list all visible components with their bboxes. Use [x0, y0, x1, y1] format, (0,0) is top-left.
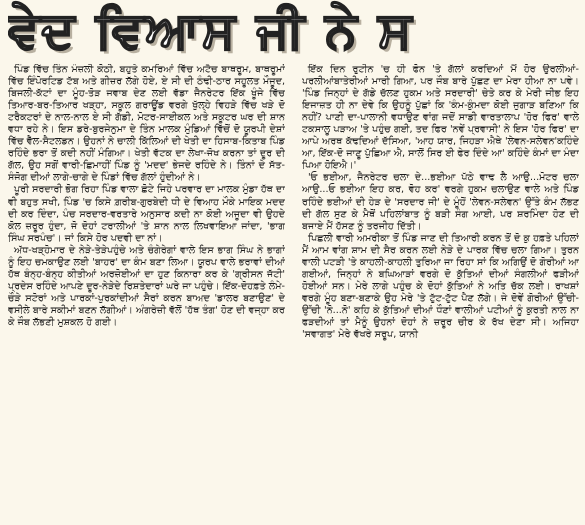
- paragraph: 'ਓ ਭਈਆ, ਜੈਨਰੇਟਰ ਚਲਾ ਦੇ...ਭਈਆ ਪੱਠੇ ਵਾਢ ਲੈ ਆਉ...ਮੋਟਰ ਚਲਾ ਆਉ...ਓ ਭਈਆ ਇਹ ਕਰ, ਵੋਹ ਕਰ' ਵਰਗੇ ਹੁਕਮ ਚਲਾਉਣ ਵਾਲੇ ਅਤੇ ਪਿੰਡ ਰਹਿੰਦੇ ਭਈਆਂ ਦੀ ਹੇੜ ਦੇ 'ਸਰਦਾਰ ਜੀ' ਦੇ ਮੂੰਹੋਂ 'ਲੇਵਨ-ਸਲੇਵਨ' ਉੱਤੇ ਕੰਮ ਲੱਭਣ ਦੀ ਗੱਲ ਸੁਣ ਕੇ ਮੈਥੋਂ ਪਹਿਲਾਂਬਾਤ ਨੂੰ ਬੜੀ ਸੰਗ ਆਈ, ਪਰ ਸ਼ਰਮਿੰਦਾ ਹੋਣ ਦੀ ਬਜਾਏ ਮੈਂ ਹੱਸਣ ਨੂੰ ਤਰਜੀਹ ਦਿੱਤੀ।: [302, 172, 579, 232]
- left-column: [8, 64, 285, 520]
- paragraph: ਅੱਧ-ਖੜ੍ਹੋਮਾਰ ਦੇ ਨੇੜੇ-ਤੇੜੇਪਹੁੰਚੇ ਅਤੇ ਚੰਗੇਰੇਗਾਂ ਵਾਲੇ ਇਸ ਭਾਗ ਸਿੰਘ ਨੇ ਭਾਗਾਂ ਨੂੰ ਇਹ ਚਮਕਾਉਣ ਲਈ 'ਬਾਹਰ' ਦਾ ਕੰਮ ਬਣਾ ਲਿਆ। ਯੂਰਪ ਵਾਲੇ ਭਰਾਵਾਂ ਦੀਆਂ ਹੱਥ ਬੰਨ੍ਹ-ਬੰਨ੍ਹ ਕੀਤੀਆਂ ਅਰਜ਼ੋਈਆਂ ਦਾ ਹੁਣ ਕਿਨਾਰਾ ਕਰ ਕੇ 'ਗ੍ਰੀਸਨ ਜੱਟੀ' ਪ੍ਰਦੇਸ ਰਹਿੰਦੇ ਆਪਣੇ ਦੂਰ-ਨੇੜੇਦੇ ਰਿਸ਼ਤੇਦਾਰਾਂ ਘਰੇ ਜਾ ਪਹੁੰਚੇ। ਇੱਕ-ਦੋਹਫ਼ਤੇ ਲੰਮੇ-ਚੌੜੇ ਸਟੋਰਾਂ ਅਤੇ ਪਾਰਕਾਂ-ਪੁਰਕਾਂਦੀਆਂ ਸੈਰਾਂ ਕਰਨ ਬਾਅਦ 'ਡਾਲਰ ਬਣਾਉਣ' ਦੇ ਵਸੀਲੇ ਬਾਰੇ ਸਕੀਮਾਂ ਬਣਨ ਲੱਗੀਆਂ। ਅੰਗਰੇਜ਼ੀ ਵੱਲੋਂ 'ਹੱਥ ਤੰਗ' ਹੋਣ ਦੀ ਵਜ੍ਹਾ ਕਰ ਕੇ ਜੌਬ ਲੱਭਣੀ ਮੁਸ਼ਕਲ ਹੋ ਗਈ।: [8, 244, 285, 328]
- headline: ਵੇਦ ਵਿਆਸ ਜੀ ਨੇ ਸ: [8, 1, 414, 59]
- paragraph: ਇੱਕ ਦਿਨ ਰੁਟੀਨ 'ਚ ਹੀ ਫੋਨ 'ਤੇ ਗੱਲਾਂ ਕਰਦਿਆਂ ਮੈਂ ਹੋਰ ਉਰਲੀਆਂ-ਪਰਲੀਆਂਬਾਤੇਰੀਆਂ ਮਾਰੀ ਗਿਆ, ਪਰ ਜੌਬ ਬਾਰੇ ਪੁੱਛਣ ਦਾ ਮੇਰਾ ਹੀਆ ਨਾ ਪਵੇ। 'ਪਿੰਡ ਜਿਨ੍ਹਾਂ ਦੇ ਗੱਡੇ ਚੱਲਣ ਹੁਕਮ ਅਤੇ ਸਰਦਾਰੀ' ਚੇਤੇ ਕਰ ਕੇ ਮੇਰੀ ਜੀਭ ਇਹ ਇਜਾਜ਼ਤ ਹੀ ਨਾ ਦੇਵੇ ਕਿ ਉਹਨੂੰ ਪੁੱਛਾਂ ਕਿ 'ਕੰਮ-ਕੁੰਮਦਾ ਕੋਈ ਜੁਗਾੜ ਬਣਿਆ ਕਿ ਨਹੀਂ? ਪਾਣੀ ਦਾ-ਪਾਲਾਨੀ ਵਧਾਉਣ ਵਾਂਗ ਜਦੋਂ ਸਾਡੀ ਵਾਰਤਾਲਾਪ 'ਹੋਰ ਫਿਰ' ਵਾਲੇ ਟਕਸਾਲੂ ਪੜਾਅ 'ਤੇ ਪਹੁੰਚ ਗਈ, ਤਦ ਫਿਰ 'ਨਵੇਂ ਪ੍ਰਵਾਸੀ' ਨੇ ਇਸ 'ਹੋਰ ਫਿਰ' ਦਾ ਆਪੇ ਅਰਥ ਕੱਢਦਿਆਂ ਦੱਸਿਆ, 'ਆਹ ਯਾਰ, ਜਿਹੜਾ ਐਥੇ 'ਲੇਵਨ-ਸਲੇਵਨ'ਕਹਿੰਦੇ ਆ, ਇੱਕ-ਦੋ ਜਾਣੂ ਪੁੱਛਿਆ ਐ, ਸਾਲੋਂ ਸਿਰ ਈ ਫੇਰ ਦਿੰਦੇ ਆ' ਕਹਿੰਦੇ ਕੰਮਾਂ ਦਾ ਮੰਦਾ ਪਿਆ ਹੋਇਐ।': [302, 64, 579, 172]
- right-column: [302, 64, 579, 520]
- paragraph: ਪਿਛਲੀ ਵਾਰੀ ਅਮਰੀਕਾ ਤੋਂ ਪਿੰਡ ਜਾਣ ਦੀ ਤਿਆਰੀ ਕਰਨ ਤੋਂ ਦੋ ਕੁ ਹਫ਼ਤੇ ਪਹਿਲਾਂ ਮੈਂ ਆਮ ਵਾਂਗ ਸ਼ਾਮ ਦੀ ਸੈਰ ਕਰਨ ਲਈ ਨੇੜੇ ਦੇ ਪਾਰਕ ਵਿੱਚ ਚਲਾ ਗਿਆ। ਤੁਰਨ ਵਾਲੀ ਪਟੜੀ 'ਤੇ ਕਾਹਲੀ-ਕਾਹਲੀ ਤੁਰਿਆ ਜਾ ਰਿਹਾ ਸਾਂ ਕਿ ਅਗਿਉਂ ਦੋ ਗੋਰੀਆਂ ਆ ਗਈਆਂ, ਜਿਨ੍ਹਾਂ ਨੇ ਬਘਿਆੜਾਂ ਵਰਗੇ ਦੋ ਕੁੱਤਿਆਂ ਦੀਆਂ ਸੰਗਲੀਆਂ ਫੜੀਆਂ ਹੋਈਆਂ ਸਨ। ਮੇਰੇ ਲਾਗੇ ਪਹੁੰਚ ਕੇ ਦੋਹਾਂ ਕੁੱਤਿਆਂ ਨੇ ਅਤਿ ਚੱਕ ਲਈ। ਰਾਖਸ਼ਾਂ ਵਰਗੇ ਮੂੰਹ ਬਣਾ-ਬਣਾਕੇ ਉਹ ਮੇਰੇ 'ਤੇ ਟੁੱਟ-ਟੁੱਟ ਪੈਣ ਲੱਗੇ। ਜੇ ਦੋਵੇਂ ਗੋਰੀਆਂ ਉੱਚੀ-ਉੱਚੀ 'ਨੋ...ਨੋ' ਕਹਿ ਕੇ ਕੁੱਤਿਆਂ ਦੀਆਂ ਧੌਣਾਂ ਵਾਲੀਆਂ ਪਟੀਆਂ ਨੂੰ ਕੁਰਤੀ ਨਾਲ ਨਾ ਫੜਦੀਆਂ ਤਾਂ ਮੈਨੂੰ ਉਹਨਾਂ ਦੋਹਾਂ ਨੇ ਜ਼ਰੂਰ ਚੀਰ ਕੇ ਰੱਖ ਦੇਣਾ ਸੀ। ਅਜਿਹਾ 'ਸਵਾਗਤ' ਮੇਰੇ ਵੱਖਰੇ ਸਰੂਪ, ਯਾਨੀ: [302, 232, 579, 341]
- article-body: [8, 64, 579, 520]
- paragraph: ਪੂਰੀ ਸਰਦਾਰੀ ਭੋਗ ਰਿਹਾ ਪਿੰਡ ਵਾਲਾ ਛੋਟੇ ਜਿਹੇ ਪਰਵਾਰ ਦਾ ਮਾਲਕ ਮੁੰਡਾ ਹੱਥ ਦਾ ਵੀ ਬਹੁਤ ਸਖੀ, ਪਿੰਡ 'ਚ ਕਿਸੇ ਗ਼ਰੀਬ-ਗੁਰਬੇਦੀ ਧੀ ਦੇ ਵਿਆਹ ਮੌਕੇ ਮਾਇਕ ਮਦਦ ਦੀ ਕਰ ਦਿੰਦਾ, ਪੰਚ ਸਰਦਾਰ-ਵਰਤਾਰੇ ਅਨੁਸਾਰ ਕਦੀ ਨਾ ਕੋਈ ਅਜੂਦਾ ਵੀ ਉਹਦੇ ਕੋਲ ਜ਼ਰੂਰ ਹੁੰਦਾ, ਜੋ ਦੋਹਾਂ ਟਰਾਲੀਆਂ 'ਤੇ ਸ਼ਾਨ ਨਾਲ ਲਿਖਵਾਇਆ ਜਾਂਦਾ, 'ਭਾਗ ਸਿੰਘ ਸਰਪੰਚ'। ਜਾਂ ਕਿਸੇ ਹੋਰ ਪਦਵੀ ਦਾ ਨਾਂ।: [8, 184, 285, 244]
- paragraph: ਪਿੰਡ ਵਿੱਚ ਤਿੰਨ ਮੰਜ਼ਲੀ ਕੋਠੀ, ਬਹੁਤੇ ਕਮਰਿਆਂ ਵਿੱਚ ਅਟੈਚ ਬਾਥਰੂਮ, ਬਾਥਰੂਮਾਂ ਵਿੱਚ ਇੰਪੋਰਟਿਡ ਟੱਬ ਅਤੇ ਗੀਜ਼ਰ ਲੱਗੇ ਹੋਏ, ਏ ਸੀ ਦੀ ਠੰਢੀ-ਠਾਰ ਸਹੂਲਤ ਮੌਜੂਦ, ਬਿਜਲੀ-ਕੱਟਾਂ ਦਾ ਮੂੰਹ-ਤੋੜ ਜਵਾਬ ਦੇਣ ਲਈ ਵੱਡਾ ਜੈਨਰੇਟਰ ਇੱਕ ਖੂੰਜੇ ਵਿੱਚ ਤਿਆਰ-ਬਰ-ਤਿਆਰ ਖੜ੍ਹਾ, ਸਕੂਲ ਗਰਾਊਂਡ ਵਰਗੇ ਖੁੱਲ੍ਹੇ ਵਿਹੜੇ ਵਿੱਚ ਖੜੇ ਦੋ ਟਰੈਕਟਰਾਂ ਦੇ ਨਾਲ-ਨਾਲ ਏ ਸੀ ਗੱਡੀ, ਮੋਟਰ-ਸਾਈਕਲ ਅਤੇ ਸਕੂਟਰ ਘਰ ਦੀ ਸ਼ਾਨ ਵਧਾ ਰਹੇ ਨੇ। ਇਸ ਡਰੇ-ਬੁਰਜੇਨੁਮਾ ਦੇ ਤਿੰਨ ਮਾਲਕ ਮੁੰਡਿਆਂ ਵਿੱਚੋਂ ਦੋ ਯੂਰਪੀ ਦੇਸ਼ਾਂ ਵਿੱਚ ਵੈੱਲ-ਸੈਟਲਡਨ। ਉਹਨਾਂ ਨੇ ਚਾਲੀ ਕਿੱਲਿਆਂ ਦੀ ਖੇਤੀ ਦਾ ਹਿਸਾਬ-ਕਿਤਾਬ ਪਿੰਡ ਰਹਿੰਦੇ ਭਰਾ ਤੋਂ ਕਦੀ ਨਹੀਂ ਮੰਗਿਆ। ਖੇਤੀ ਵੱਟਕ ਦਾ ਲੇਖਾ-ਜੋਖ ਕਰਨਾ ਤਾਂ ਦੂਰ ਦੀ ਗੱਲ, ਉਹ ਸਗੋਂ ਵਾਰੀ-ਛਿਮਾਹੀਂ ਪਿੰਡ ਨੂੰ 'ਮਦਦ' ਭੇਜਦੇ ਰਹਿੰਦੇ ਨੇ। ਤਿੰਨਾਂ ਦੇ ਸੱਤ-ਸੰਜੋਗ ਦੀਆਂ ਲਾਗੇ-ਚਾਗੇ ਦੇ ਪਿੰਡਾਂ ਵਿੱਚ ਗੱਲਾਂ ਹੁੰਦੀਆਂ ਨੇ।: [8, 64, 285, 184]
